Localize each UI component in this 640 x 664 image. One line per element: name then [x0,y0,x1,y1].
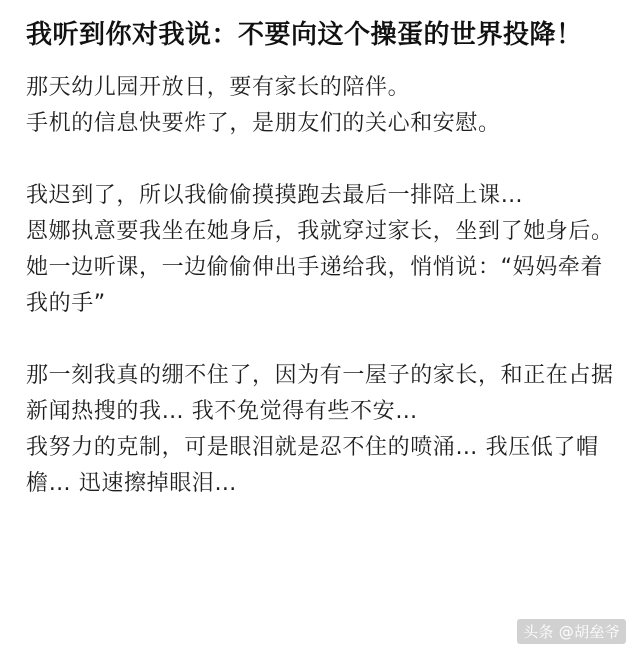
article-title: 我听到你对我说：不要向这个操蛋的世界投降！ [26,20,583,50]
source-watermark: 头条 @胡垒爷 [517,619,626,644]
paragraph: 那一刻我真的绷不住了，因为有一屋子的家长，和正在占据新闻热搜的我… 我不免觉得有些不安… [26,363,614,424]
article-body [26,70,614,502]
paragraph: 手机的信息快要炸了，是朋友们的关心和安慰。 [26,111,501,136]
paragraph: 我努力的克制，可是眼泪就是忍不住的喷涌… 我压低了帽檐… 迅速擦掉眼泪… [26,435,599,496]
paragraph: 那天幼儿园开放日，要有家长的陪伴。 [26,75,411,100]
paragraph: 恩娜执意要我坐在她身后，我就穿过家长，坐到了她身后。她一边听课，一边偷偷伸出手递给我，悄悄说：“妈妈牵着我的手” [26,219,614,316]
paragraph: 我迟到了，所以我偷偷摸摸跑去最后一排陪上课… [26,183,524,208]
paragraph-gap [26,322,614,358]
paragraph-gap [26,142,614,178]
